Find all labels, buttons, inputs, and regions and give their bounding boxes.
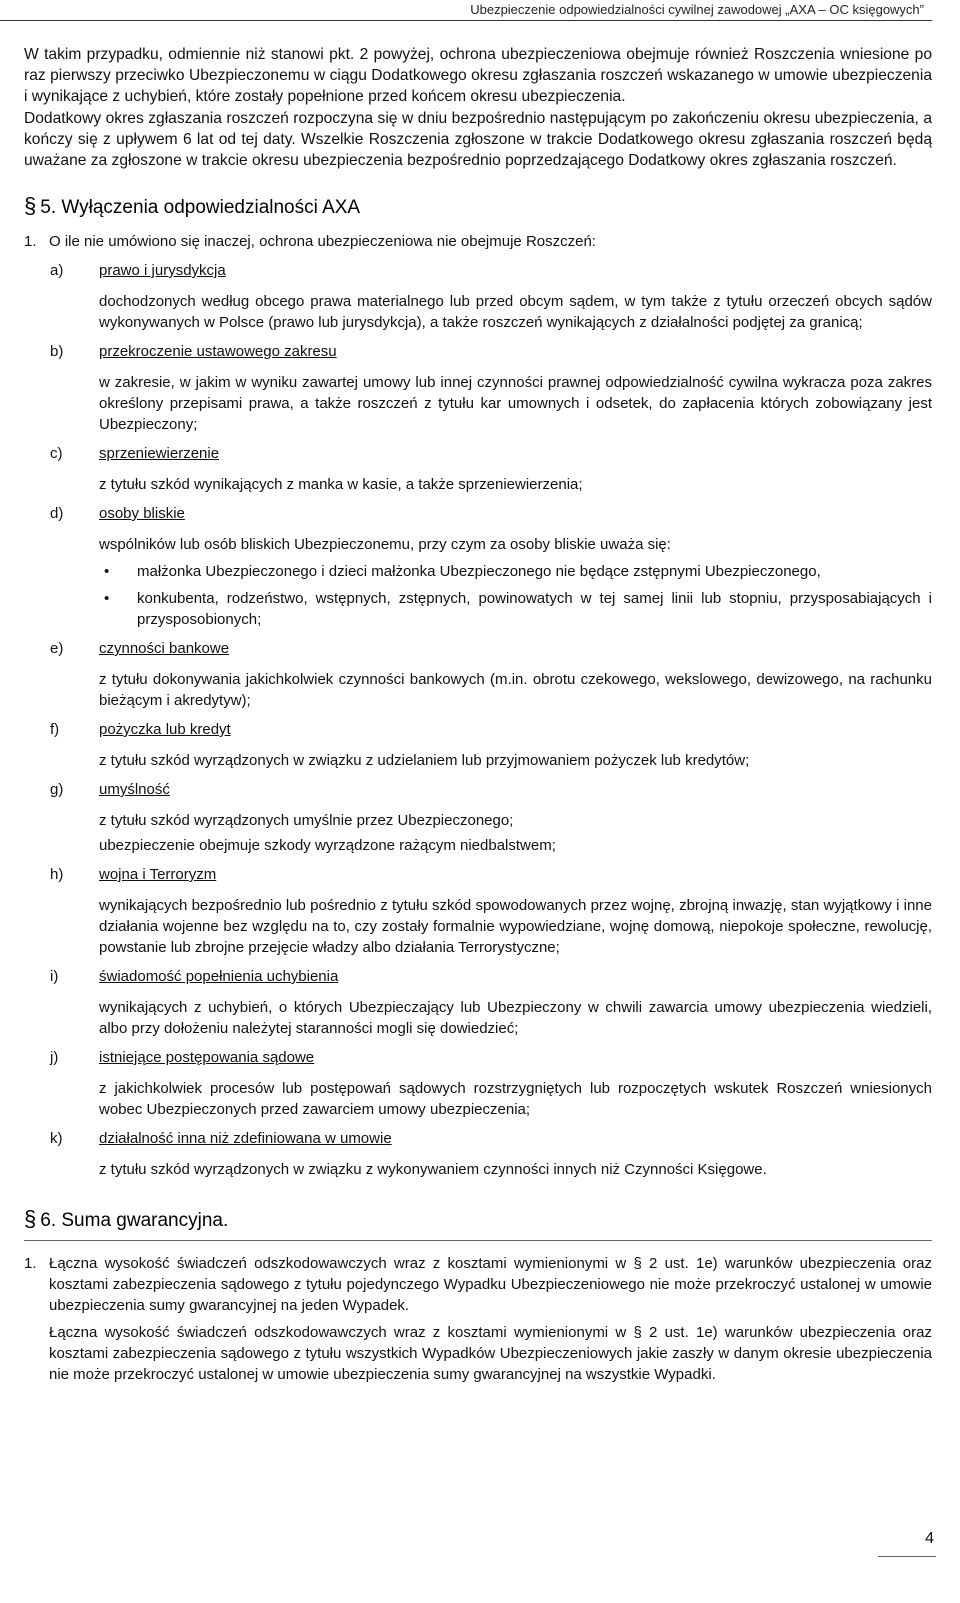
section-6-title: 6. Suma gwarancyjna. <box>40 1210 229 1231</box>
item-marker: d) <box>50 505 64 522</box>
exclusion-item-c <box>24 443 932 495</box>
item-label: przekroczenie ustawowego zakresu <box>99 343 337 360</box>
item-label: działalność inna niż zdefiniowana w umowie <box>99 1130 392 1147</box>
lead-number: 1. <box>24 233 37 250</box>
sum-insured-item <box>24 1253 932 1316</box>
item-marker: a) <box>50 262 64 279</box>
item-label: sprzeniewierzenie <box>99 445 220 462</box>
item-label: osoby bliskie <box>99 505 185 522</box>
section-6-heading <box>24 1206 932 1232</box>
item-marker: g) <box>50 781 64 798</box>
bullet-text: konkubenta, rodzeństwo, wstępnych, zstępnych, powinowatych w tej samej linii lub stopniu, przysposabiających i przysposobionych; <box>137 590 932 628</box>
sum-insured-paragraph-1: Łączna wysokość świadczeń odszkodowawczych wraz z kosztami wymienionymi w § 2 ust. 1e) warunków ubezpieczenia oraz kosztami zabezpieczenia sądowego z tytułu pojedynczego Wypadku Ubezpieczeniowego nie może przekroczyć ustalonej w umowie ubezpieczenia sumy gwarancyjnej na jeden Wypadek. <box>49 1255 932 1314</box>
bullet-item <box>99 561 932 582</box>
exclusions-lead <box>24 231 932 252</box>
item-marker: i) <box>50 968 59 985</box>
bullet-item <box>99 588 932 630</box>
item-number: 1. <box>24 1255 37 1272</box>
exclusion-item-d <box>24 503 932 630</box>
item-description: z tytułu szkód wyrządzonych w związku z udzielaniem lub przyjmowaniem pożyczek lub kredytów; <box>99 752 750 769</box>
item-description: z tytułu dokonywania jakichkolwiek czynności bankowych (m.in. obrotu czekowego, wekslowego, dewizowego, na rachunku bieżącym i akredytyw); <box>99 671 932 709</box>
item-description: w zakresie, w jakim w wyniku zawartej umowy lub innej czynności prawnej odpowiedzialność cywilna wykracza poza zakres określony przepisami prawa, a także roszczeń z tytułu kar umownych i odsetek, do zapłacenia których zobowiązany jest Ubezpieczony; <box>99 374 932 433</box>
intro-paragraph-1: W takim przypadku, odmiennie niż stanowi pkt. 2 powyżej, ochrona ubezpieczeniowa obejmuje również Roszczenia wniesione po raz pierwszy przeciwko Ubezpieczonemu w ciągu Dodatkowego okresu zgłaszania roszczeń wskazanego w umowie ubezpieczenia i wynikające z uchybień, które zostały popełnione przed końcem okresu ubezpieczenia. <box>24 46 932 105</box>
item-label: świadomość popełnienia uchybienia <box>99 968 339 985</box>
item-label: czynności bankowe <box>99 640 230 657</box>
exclusion-item-g <box>24 779 932 856</box>
section-symbol: § <box>24 193 37 218</box>
document-body <box>24 44 932 1385</box>
item-description: z tytułu szkód wyrządzonych w związku z wykonywaniem czynności innych niż Czynności Księgowe. <box>99 1161 767 1178</box>
lead-text: O ile nie umówiono się inaczej, ochrona ubezpieczeniowa nie obejmuje Roszczeń: <box>49 233 596 250</box>
bullet-icon: • <box>104 563 110 580</box>
intro-paragraph-2: Dodatkowy okres zgłaszania roszczeń rozpoczyna się w dniu bezpośrednio następującym po zakończeniu okresu ubezpieczenia, a kończy się z upływem 6 lat od tej daty. Wszelkie Roszczenia zgłoszone w trakcie Dodatkowego okresu zgłaszania roszczeń będą uważane za zgłoszone w trakcie okresu ubezpieczenia bezpośrednio poprzedzającego Dodatkowy okres zgłaszania roszczeń. <box>24 110 932 169</box>
item-description: z tytułu szkód wyrządzonych umyślnie przez Ubezpieczonego; <box>99 812 514 829</box>
item-description: z tytułu szkód wynikających z manka w kasie, a także sprzeniewierzenia; <box>99 476 583 493</box>
exclusion-item-j <box>24 1047 932 1120</box>
item-label: umyślność <box>99 781 170 798</box>
item-description: wynikających bezpośrednio lub pośrednio z tytułu szkód spowodowanych przez wojnę, zbrojną inwazję, stan wyjątkowy i inne działania wojenne bez względu na to, czy zostały formalnie wypowiedziane, wojnę domową, niepokoje społeczne, rewolucję, powstanie lub zbrojne przejęcie władzy albo działania Terrorystyczne; <box>99 897 932 956</box>
item-description: wspólników lub osób bliskich Ubezpieczonemu, przy czym za osoby bliskie uważa się: <box>99 536 671 553</box>
section-5-title: 5. Wyłączenia odpowiedzialności AXA <box>40 197 361 218</box>
exclusion-item-i <box>24 966 932 1039</box>
item-description: z jakichkolwiek procesów lub postępowań sądowych rozstrzygniętych lub rozpoczętych wskutek Roszczeń wniesionych wobec Ubezpieczonych przed zawarciem umowy ubezpieczenia; <box>99 1080 932 1118</box>
item-marker: f) <box>50 721 60 738</box>
item-marker: e) <box>50 640 64 657</box>
section-symbol: § <box>24 1206 37 1231</box>
item-description: dochodzonych według obcego prawa materialnego lub przed obcym sądem, w tym także z tytułu orzeczeń obcych sądów wykonywanych w Polsce (prawo lub jurysdykcja), a także roszczeń wynikających z działalności podjętej za granicą; <box>99 293 932 331</box>
exclusion-item-b <box>24 341 932 435</box>
sum-insured-list <box>24 1253 932 1385</box>
item-marker: j) <box>50 1049 59 1066</box>
page-header <box>0 0 932 21</box>
item-marker: k) <box>50 1130 63 1147</box>
exclusion-item-h <box>24 864 932 958</box>
exclusion-item-a <box>24 260 932 333</box>
item-label: prawo i jurysdykcja <box>99 262 226 279</box>
intro-block <box>24 44 932 171</box>
bullet-text: małżonka Ubezpieczonego i dzieci małżonka Ubezpieczonego nie będące zstępnymi Ubezpieczonego, <box>137 563 821 580</box>
exclusion-item-e <box>24 638 932 711</box>
exclusions-list <box>24 231 932 1180</box>
footer-divider <box>878 1556 936 1557</box>
section-divider <box>24 1240 932 1241</box>
item-label: pożyczka lub kredyt <box>99 721 231 738</box>
item-marker: c) <box>50 445 63 462</box>
page-number: 4 <box>925 1530 934 1547</box>
item-marker: b) <box>50 343 64 360</box>
item-label: wojna i Terroryzm <box>99 866 217 883</box>
item-description: wynikających z uchybień, o których Ubezpieczający lub Ubezpieczony w chwili zawarcia umowy ubezpieczenia wiedzieli, albo przy dołożeniu należytej staranności mogli się dowiedzieć; <box>99 999 932 1037</box>
bullet-icon: • <box>104 590 110 607</box>
item-description-extra: ubezpieczenie obejmuje szkody wyrządzone rażącym niedbalstwem; <box>99 837 556 854</box>
exclusion-item-f <box>24 719 932 771</box>
item-marker: h) <box>50 866 64 883</box>
section-5-heading <box>24 193 932 219</box>
sum-insured-paragraph-2: Łączna wysokość świadczeń odszkodowawczych wraz z kosztami wymienionymi w § 2 ust. 1e) warunków ubezpieczenia oraz kosztami zabezpieczenia sądowego z tytułu wszystkich Wypadków Ubezpieczeniowych jakie zaszły w danym okresie ubezpieczenia nie może przekroczyć ustalonej w umowie ubezpieczenia sumy gwarancyjnej na wszystkie Wypadki. <box>49 1324 932 1383</box>
header-title: Ubezpieczenie odpowiedzialności cywilnej zawodowej „AXA – OC księgowych” <box>470 2 924 17</box>
exclusion-item-k <box>24 1128 932 1180</box>
item-label: istniejące postępowania sądowe <box>99 1049 315 1066</box>
